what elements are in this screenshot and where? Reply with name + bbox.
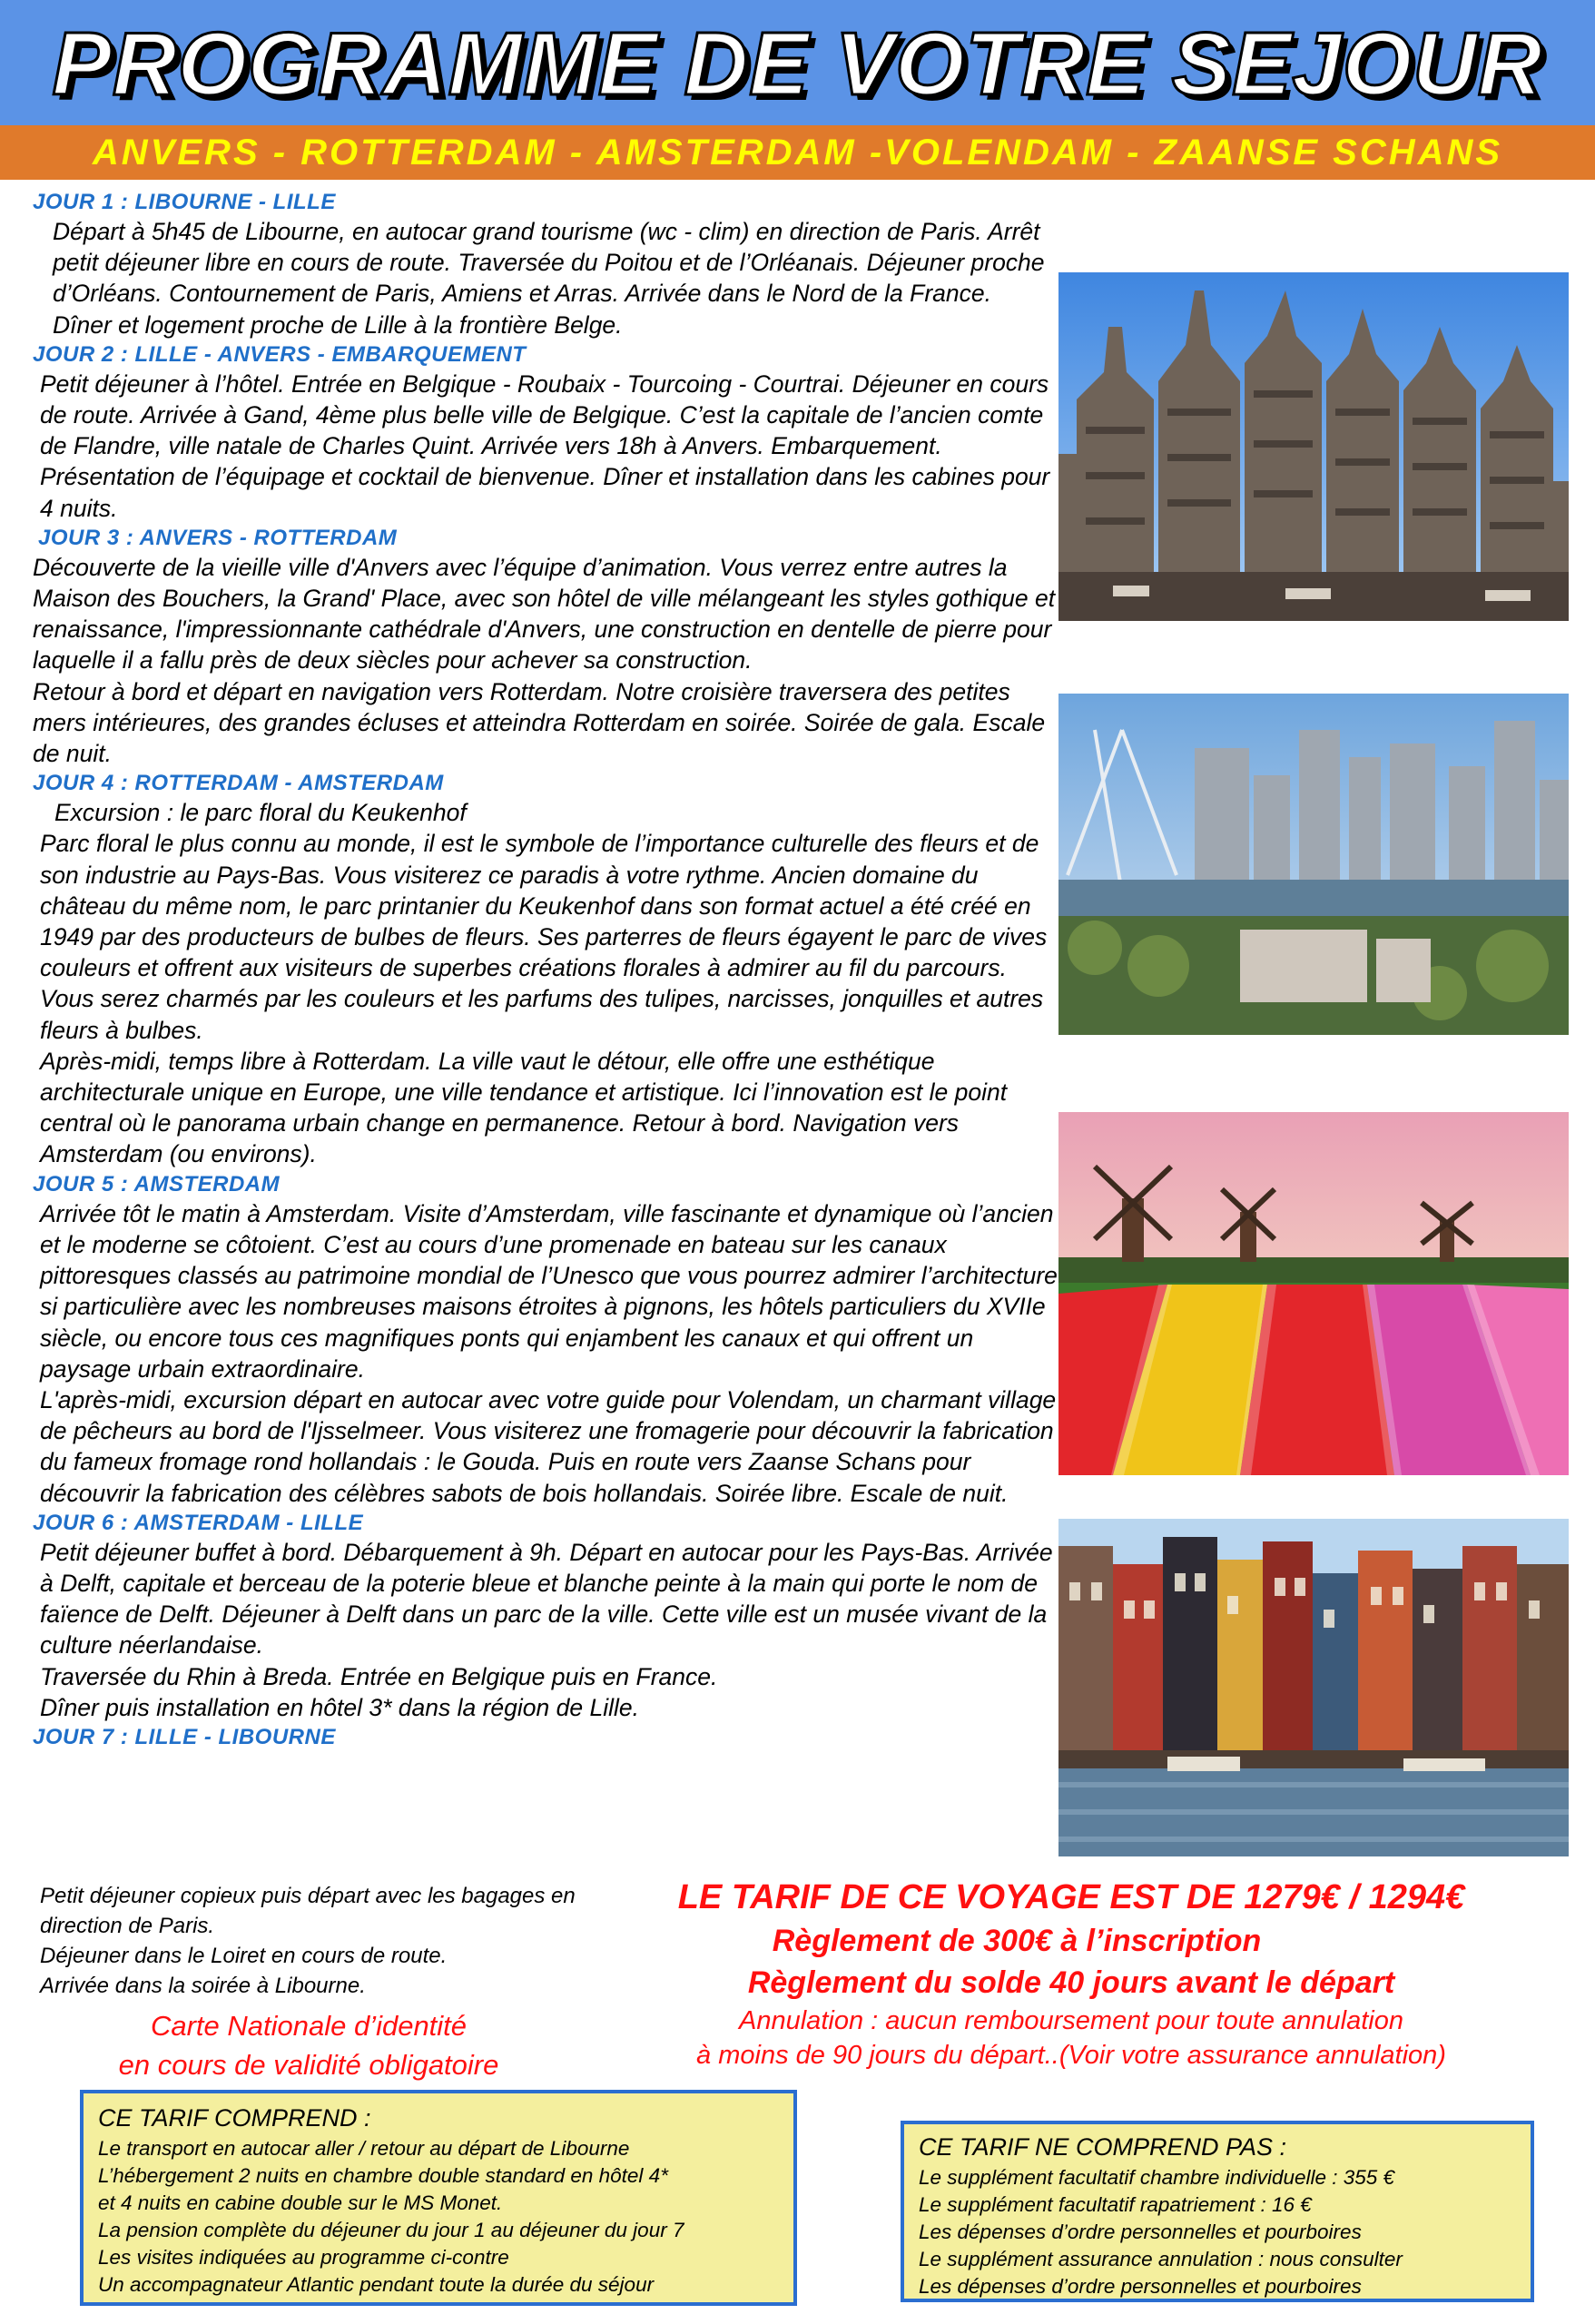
excludes-item: Le supplément facultatif chambre individuelle : 355 € [919, 2166, 1395, 2189]
day-paragraph: Traversée du Rhin à Breda. Entrée en Belgique puis en France. [40, 1662, 718, 1690]
excludes-item: Les dépenses d’ordre personnelles et pourboires [919, 2275, 1362, 2298]
includes-item: Le transport en autocar aller / retour au départ de Libourne [98, 2137, 630, 2160]
id-card-note [36, 2006, 581, 2084]
day-7-text [40, 1881, 585, 2001]
page-subtitle: ANVERS - ROTTERDAM - AMSTERDAM -VOLENDAM - ZAANSE SCHANS [92, 133, 1503, 172]
day-paragraph: Petit déjeuner à l’hôtel. Entrée en Belgique - Roubaix - Tourcoing - Courtrai. Déjeuner en cours de route. Arrivée à Gand, 4ème plus belle ville de Belgique. C’est la capitale de l’ancien comte de Flandre, ville natale de Charles Quint. Arrivée vers 18h à Anvers. Embarquement. Présentation de l’équipage et cocktail de bienvenue. Dîner et installation dans les cabines pour 4 nuits. [40, 369, 1050, 522]
day-paragraph: Départ à 5h45 de Libourne, en autocar grand tourisme (wc - clim) en direction de Paris. Arrêt petit déjeuner libre en cours de route. Traversée du Poitou et de l’Orléanais. Déjeuner proche d’Orléans. Contournement de Paris, Amiens et Arras. Arrivée dans le Nord de la France. [53, 218, 1045, 308]
day-paragraph: Retour à bord et départ en navigation vers Rotterdam. Notre croisière traversera des petites mers intérieures, des grandes écluses et atteindra Rotterdam en soirée. Soirée de gala. Escale de nuit. [33, 677, 1046, 768]
includes-box [80, 2090, 797, 2306]
day-paragraph: Parc floral le plus connu au monde, il est le symbole de l’importance culturelle des fleurs et de son industrie au Pays-Bas. Vous visiterez ce paradis à votre rythme. Ancien domaine du château du même nom, le parc printanier du Keukenhof dans son format actuel a été créé en 1949 par des producteurs de bulbes de fleurs. Ses parterres de fleurs égayent le parc de vives couleurs et offrent aux visiteurs de superbes créations florales à admirer au fil du parcours. Vous serez charmés par les couleurs et les parfums des tulipes, narcisses, jonquilles et autres fleurs à bulbes. [40, 830, 1048, 1044]
day-6 [33, 1509, 1058, 1723]
day-paragraph: Dîner puis installation en hôtel 3* dans la région de Lille. [40, 1693, 639, 1721]
includes-item: Les visites indiquées au programme ci-contre [98, 2246, 509, 2269]
day-3 [33, 524, 1058, 769]
day-2 [33, 340, 1058, 524]
day-1 [33, 188, 1058, 340]
day-heading: JOUR 5 : AMSTERDAM [33, 1171, 281, 1196]
day-5 [33, 1170, 1058, 1509]
includes-item: et 4 nuits en cabine double sur le MS Monet. [98, 2191, 503, 2214]
cancel-line: Annulation : aucun remboursement pour toute annulation [739, 2006, 1403, 2035]
day-paragraph: Arrivée tôt le matin à Amsterdam. Visite d’Amsterdam, ville fascinante et dynamique où l’ancien et le moderne se côtoient. C’est au cours d’une promenade en bateau sur les canaux pittoresques classés au patrimoine mondial de l’Unesco que vous pourrez admirer l’architecture si particulière avec les nombreuses maisons étroites à pignons, les hôtels particuliers du XVIIe siècle, ou encore tous ces magnifiques ponts qui enjambent les canaux et qui offrent un paysage urbain extraordinaire. [40, 1199, 1058, 1383]
price-headline: LE TARIF DE CE VOYAGE EST DE 1279€ / 1294€ [677, 1878, 1465, 1916]
excludes-item: Le supplément assurance annulation : nous consulter [919, 2248, 1403, 2270]
cancel-line: à moins de 90 jours du départ..(Voir votre assurance annulation) [696, 2041, 1446, 2070]
excludes-box [901, 2121, 1534, 2302]
excludes-title: CE TARIF NE COMPREND PAS : [919, 2133, 1287, 2161]
day-heading: JOUR 4 : ROTTERDAM - AMSTERDAM [33, 771, 444, 796]
balance-line: Règlement du solde 40 jours avant le départ [747, 1965, 1395, 2000]
day-7-line: Déjeuner dans le Loiret en cours de route. [40, 1944, 448, 1968]
itinerary [33, 188, 1058, 1751]
day-paragraph: Excursion : le parc floral du Keukenhof [54, 799, 467, 827]
day-heading: JOUR 6 : AMSTERDAM - LILLE [33, 1510, 364, 1535]
rotterdam-skyline-photo [1058, 694, 1569, 1035]
day-7 [33, 1723, 1058, 1751]
day-paragraph: Après-midi, temps libre à Rotterdam. La ville vaut le détour, elle offre une esthétique architecturale unique en Europe, une ville tendance et artistique. Ici l’innovation est le point central où le panorama urbain change en permanence. Retour à bord. Navigation vers Amsterdam (ou environs). [40, 1047, 1008, 1168]
day-paragraph: Découverte de la vieille ville d'Anvers avec l’équipe d’animation. Vous verrez entre autres la Maison des Bouchers, la Grand' Place, avec son hôtel de ville mélangeant les styles gothique et renaissance, l'impressionnante cathédrale d'Anvers, une construction en dentelle de pierre pour laquelle il a fallu près de deux siècles pour achever sa construction. [33, 553, 1056, 675]
includes-item: Un accompagnateur Atlantic pendant toute la durée du séjour [98, 2273, 655, 2296]
page-title: PROGRAMME DE VOTRE SEJOUR [52, 14, 1543, 113]
includes-title: CE TARIF COMPREND : [98, 2104, 371, 2132]
day-7-line: Arrivée dans la soirée à Libourne. [40, 1974, 366, 1998]
id-note-line: Carte Nationale d’identité [150, 2010, 468, 2042]
day-4 [33, 769, 1058, 1169]
includes-item: L’hébergement 2 nuits en chambre double standard en hôtel 4* [98, 2164, 668, 2187]
day-heading: JOUR 7 : LILLE - LIBOURNE [33, 1724, 336, 1749]
deposit-line: Règlement de 300€ à l’inscription [772, 1924, 1262, 1958]
amsterdam-canal-houses-photo [1058, 1519, 1569, 1856]
day-heading: JOUR 1 : LIBOURNE - LILLE [33, 190, 336, 214]
day-paragraph: L'après-midi, excursion départ en autocar avec votre guide pour Volendam, un charmant village de pêcheurs au bord de l'Ijsselmeer. Vous visiterez une fromagerie pour découvrir la fabrication du fameux fromage rond hollandais : le Gouda. Puis en route vers Zaanse Schans pour découvrir la fabrication des célèbres sabots de bois hollandais. Soirée libre. Escale de nuit. [40, 1385, 1057, 1507]
day-heading: JOUR 3 : ANVERS - ROTTERDAM [38, 525, 398, 550]
day-paragraph: Dîner et logement proche de Lille à la frontière Belge. [53, 310, 623, 339]
excludes-item: Le supplément facultatif rapatriement : 16 € [919, 2193, 1312, 2216]
pricing-block [572, 1875, 1570, 2073]
includes-item: La pension complète du déjeuner du jour 1 au déjeuner du jour 7 [98, 2219, 684, 2241]
id-note-line: en cours de validité obligatoire [118, 2049, 499, 2081]
day-paragraph: Petit déjeuner buffet à bord. Débarquement à 9h. Départ en autocar pour les Pays-Bas. Arrivée à Delft, capitale et berceau de la poterie bleue et blanche peinte à la main qui porte le nom de faïence de Delft. Déjeuner à Delft dans un parc de la ville. Cette ville est un musée vivant de la culture néerlandaise. [40, 1538, 1053, 1659]
antwerp-guildhouses-photo [1058, 272, 1569, 621]
day-heading: JOUR 2 : LILLE - ANVERS - EMBARQUEMENT [33, 341, 527, 367]
excludes-item: Les dépenses d’ordre personnelles et pourboires [919, 2221, 1362, 2243]
day-7-line: Petit déjeuner copieux puis départ avec les bagages en direction de Paris. [40, 1884, 576, 1938]
tulips-windmills-photo [1058, 1112, 1569, 1475]
